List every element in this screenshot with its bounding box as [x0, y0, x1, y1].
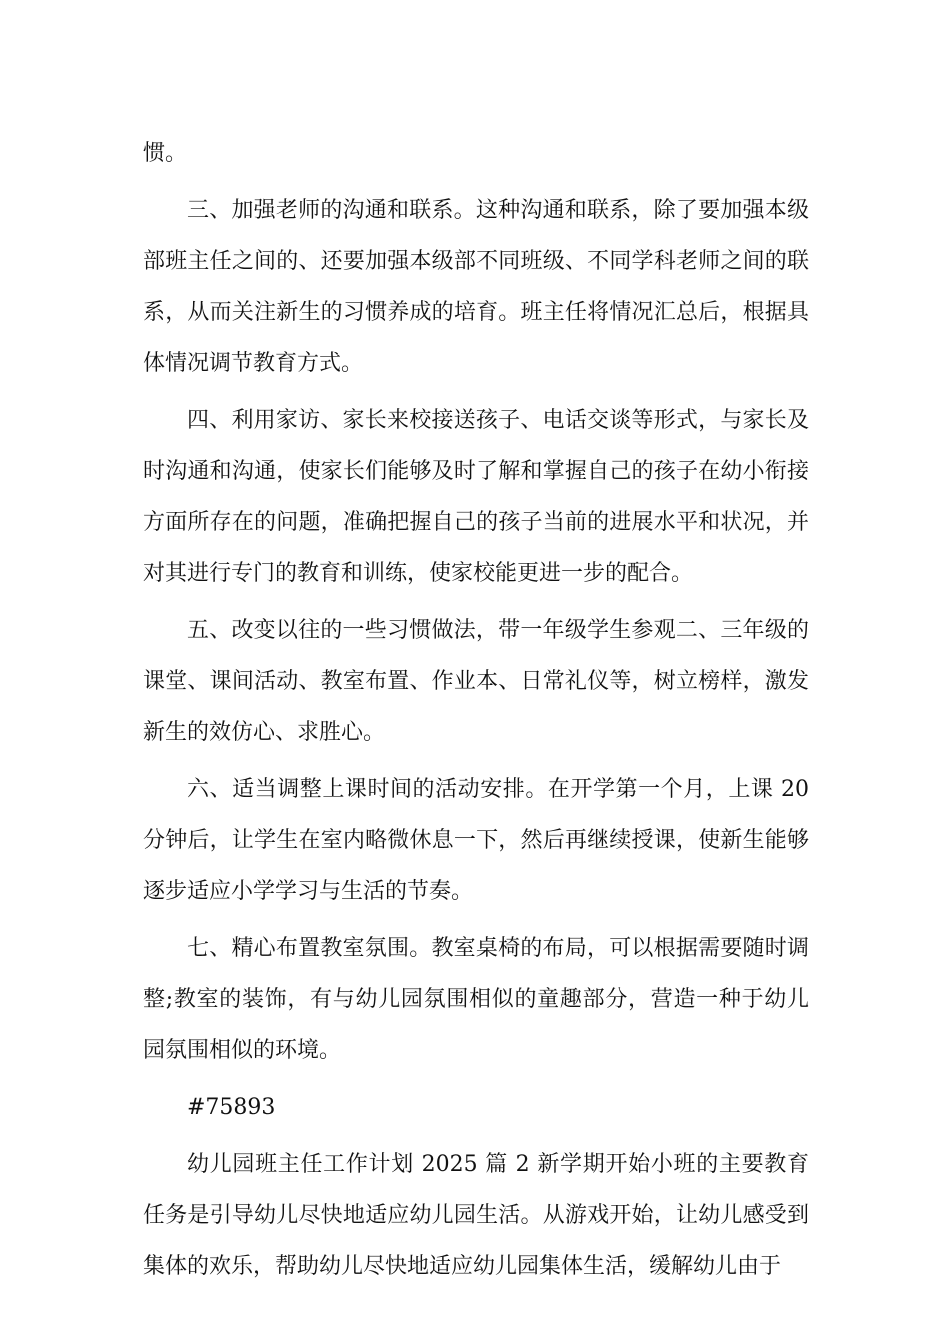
document-body: [143, 128, 809, 1292]
paragraph-plan-intro: 幼儿园班主任工作计划 2025 篇 2 新学期开始小班的主要教育任务是引导幼儿尽快地适应幼儿园生活。从游戏开始，让幼儿感受到集体的欢乐，帮助幼儿尽快地适应幼儿园集体生活，缓解幼儿由于: [143, 1152, 809, 1279]
document-id-marker: #75893: [187, 1095, 276, 1120]
paragraph-item-5: 五、改变以往的一些习惯做法，带一年级学生参观二、三年级的课堂、课间活动、教室布置、作业本、日常礼仪等，树立榜样，激发新生的效仿心、求胜心。: [143, 618, 809, 745]
paragraph-item-4: 四、利用家访、家长来校接送孩子、电话交谈等形式，与家长及时沟通和沟通，使家长们能够及时了解和掌握自己的孩子在幼小衔接方面所存在的问题，准确把握自己的孩子当前的进展水平和状况，并对其进行专门的教育和训练，使家校能更进一步的配合。: [143, 408, 809, 586]
paragraph-item-7: 七、精心布置教室氛围。教室桌椅的布局，可以根据需要随时调整;教室的装饰，有与幼儿园氛围相似的童趣部分，营造一种于幼儿园氛围相似的环境。: [143, 936, 809, 1063]
paragraph-item-6: 六、适当调整上课时间的活动安排。在开学第一个月，上课 20 分钟后，让学生在室内略微休息一下，然后再继续授课，使新生能够逐步适应小学学习与生活的节奏。: [143, 777, 809, 904]
paragraph-item-3: 三、加强老师的沟通和联系。这种沟通和联系，除了要加强本级部班主任之间的、还要加强本级部不同班级、不同学科老师之间的联系，从而关注新生的习惯养成的培育。班主任将情况汇总后，根据具体情况调节教育方式。: [143, 198, 809, 376]
paragraph-continuation: 惯。: [143, 141, 188, 166]
